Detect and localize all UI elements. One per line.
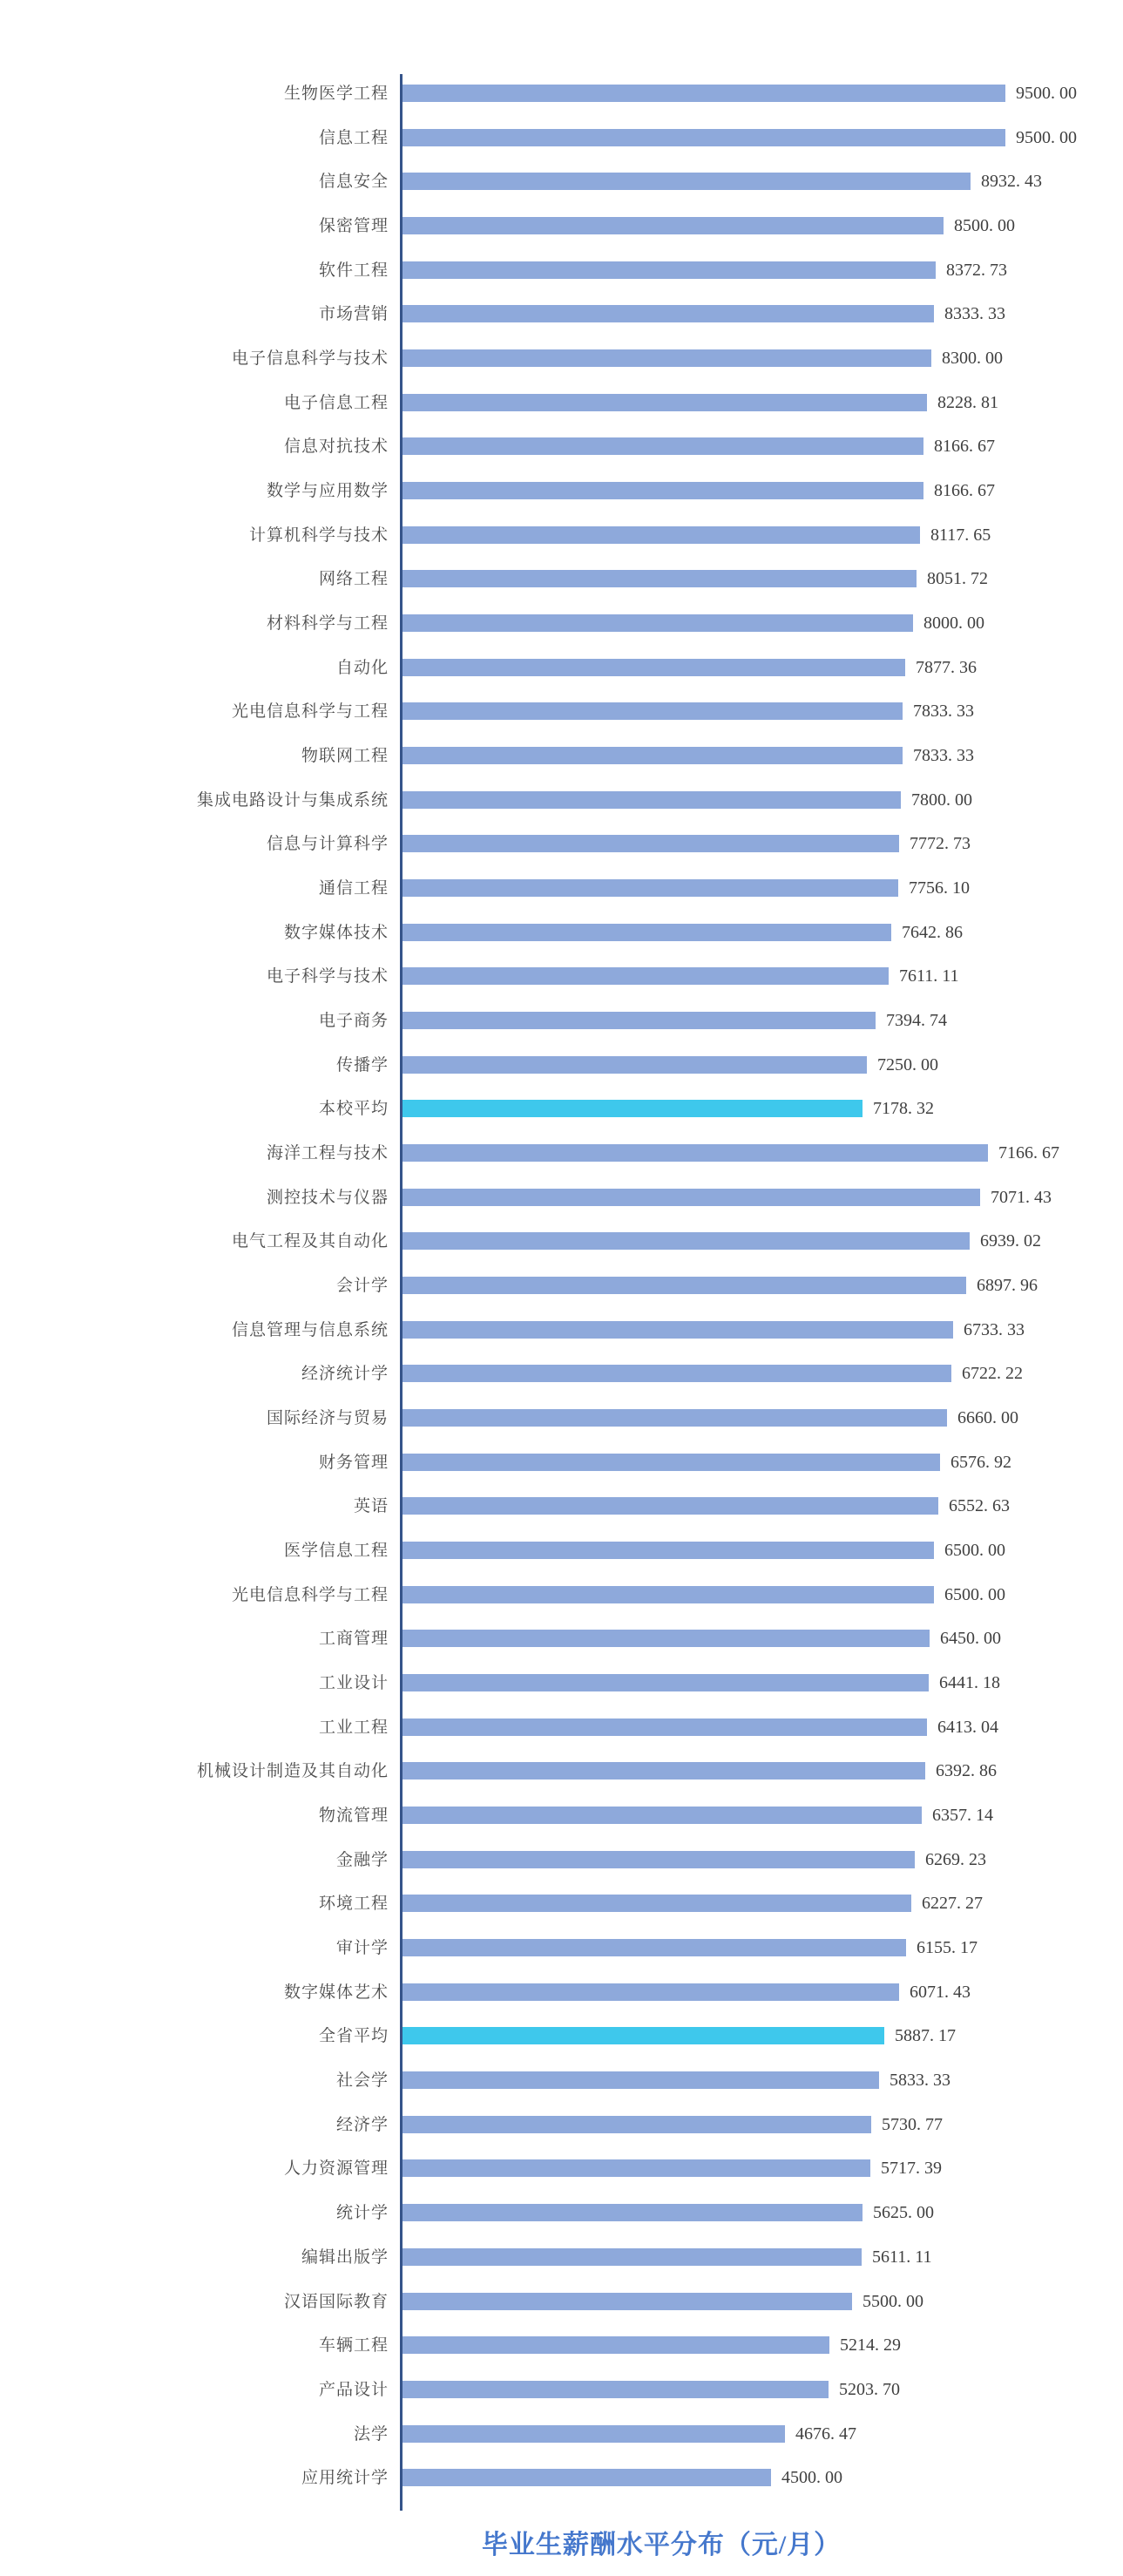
value-label: 6733. 33: [964, 1320, 1025, 1339]
category-label: 信息工程: [318, 129, 389, 147]
bar-row: [0, 924, 1123, 942]
bar-row: [0, 2336, 1123, 2355]
value-label: 6227. 27: [922, 1894, 983, 1913]
value-label: 6269. 23: [925, 1850, 986, 1869]
salary-bar: [403, 1232, 970, 1250]
category-label: 产品设计: [318, 2381, 389, 2399]
value-label: 6939. 02: [980, 1231, 1041, 1251]
salary-bar: [403, 2425, 785, 2443]
value-label: 7611. 11: [899, 966, 959, 986]
bar-row: [0, 2204, 1123, 2222]
bar-row: [0, 1056, 1123, 1074]
salary-bar: [403, 1321, 953, 1339]
salary-bar: [403, 1718, 927, 1736]
salary-bar: [403, 482, 923, 499]
bar-row: [0, 879, 1123, 898]
chart-title: 毕业生薪酬水平分布（元/月）: [481, 2531, 842, 2559]
salary-bar: [403, 1144, 988, 1162]
value-label: 6450. 00: [940, 1629, 1001, 1648]
salary-bar: [403, 2204, 863, 2221]
bar-row: [0, 1365, 1123, 1383]
salary-bar: [403, 791, 901, 809]
bar-row: [0, 1895, 1123, 1913]
salary-bar: [403, 2159, 870, 2177]
bar-row: [0, 1497, 1123, 1515]
value-label: 8228. 81: [937, 393, 998, 412]
category-label: 信息对抗技术: [283, 437, 389, 456]
salary-bar: [403, 2071, 879, 2089]
value-label: 6722. 22: [962, 1364, 1023, 1383]
category-label: 光电信息科学与工程: [231, 1586, 389, 1604]
salary-bar: [403, 2248, 862, 2266]
category-label: 计算机科学与技术: [248, 526, 389, 545]
category-label: 机械设计制造及其自动化: [196, 1762, 389, 1780]
salary-bar: [403, 1851, 915, 1868]
category-label: 工业工程: [318, 1718, 389, 1737]
category-label: 本校平均: [318, 1100, 389, 1118]
bar-row: [0, 261, 1123, 280]
salary-bar: [403, 526, 920, 544]
bar-row: [0, 791, 1123, 810]
bar-row: [0, 1630, 1123, 1648]
category-label: 信息管理与信息系统: [231, 1321, 389, 1339]
bar-row: [0, 747, 1123, 765]
salary-bar: [403, 1762, 925, 1779]
value-label: 8333. 33: [944, 304, 1005, 323]
bar-row: [0, 1542, 1123, 1560]
salary-bar: [403, 967, 889, 985]
value-label: 7250. 00: [877, 1055, 938, 1074]
bar-row: [0, 1586, 1123, 1604]
category-label: 市场营销: [318, 305, 389, 323]
bar-row: [0, 173, 1123, 191]
salary-bar: [403, 173, 971, 190]
value-label: 7800. 00: [911, 790, 972, 810]
salary-bar: [403, 1454, 940, 1471]
bar-row: [0, 967, 1123, 986]
salary-bar: [403, 305, 934, 322]
category-label: 汉语国际教育: [283, 2293, 389, 2311]
bar-row: [0, 349, 1123, 368]
bar-row: [0, 1144, 1123, 1163]
value-label: 5833. 33: [890, 2071, 950, 2090]
category-label: 编辑出版学: [301, 2248, 389, 2267]
value-label: 7833. 33: [913, 746, 974, 765]
category-label: 保密管理: [318, 217, 389, 235]
category-label: 工业设计: [318, 1674, 389, 1692]
salary-bar: [403, 1056, 867, 1074]
value-label: 8932. 43: [981, 172, 1042, 191]
category-label: 电子信息科学与技术: [231, 349, 389, 368]
bar-row: [0, 1277, 1123, 1295]
value-label: 5214. 29: [840, 2335, 901, 2355]
bar-row: [0, 1232, 1123, 1251]
salary-bar: [403, 1586, 934, 1603]
value-label: 9500. 00: [1016, 84, 1077, 103]
value-label: 6500. 00: [944, 1585, 1005, 1604]
category-label: 经济统计学: [301, 1365, 389, 1383]
salary-bar: [403, 2293, 852, 2310]
category-label: 海洋工程与技术: [266, 1144, 389, 1163]
value-label: 7772. 73: [910, 834, 971, 853]
value-label: 6441. 18: [939, 1673, 1000, 1692]
category-label: 集成电路设计与集成系统: [196, 791, 389, 810]
salary-bar: [403, 1983, 899, 2001]
category-label: 经济学: [335, 2116, 389, 2134]
category-label: 物流管理: [318, 1807, 389, 1825]
category-label: 数学与应用数学: [266, 482, 389, 500]
salary-bar: [403, 394, 927, 411]
value-label: 6392. 86: [936, 1761, 997, 1780]
category-label: 金融学: [335, 1851, 389, 1869]
bar-row: [0, 1762, 1123, 1780]
salary-bar: [403, 702, 903, 720]
bar-row: [0, 614, 1123, 633]
bar-row: [0, 570, 1123, 588]
salary-bar: [403, 835, 899, 852]
value-label: 8000. 00: [923, 613, 984, 633]
bar-row: [0, 482, 1123, 500]
value-label: 6071. 43: [910, 1983, 971, 2002]
value-label: 7394. 74: [886, 1011, 947, 1030]
category-label: 数字媒体艺术: [283, 1983, 389, 2002]
value-label: 5887. 17: [895, 2026, 956, 2045]
highlighted-salary-bar: [403, 1100, 863, 1117]
category-label: 材料科学与工程: [266, 614, 389, 633]
bar-row: [0, 1983, 1123, 2002]
category-label: 软件工程: [318, 261, 389, 280]
value-label: 8500. 00: [954, 216, 1015, 235]
salary-bar: [403, 1895, 911, 1912]
category-label: 电子信息工程: [283, 394, 389, 412]
value-label: 6552. 63: [949, 1496, 1010, 1515]
salary-bar: [403, 2469, 771, 2486]
value-label: 5625. 00: [873, 2203, 934, 2222]
salary-bar: [403, 2381, 829, 2398]
salary-bar: [403, 1189, 980, 1206]
highlighted-salary-bar: [403, 2027, 884, 2044]
value-label: 8051. 72: [927, 569, 988, 588]
value-label: 8372. 73: [946, 261, 1007, 280]
bar-row: [0, 305, 1123, 323]
bar-row: [0, 437, 1123, 456]
salary-bar: [403, 261, 936, 279]
salary-bar: [403, 1365, 951, 1382]
category-label: 人力资源管理: [283, 2159, 389, 2178]
value-label: 6155. 17: [917, 1938, 978, 1957]
value-label: 6357. 14: [932, 1806, 993, 1825]
bar-row: [0, 2027, 1123, 2045]
bar-row: [0, 1012, 1123, 1030]
value-label: 7756. 10: [909, 878, 970, 898]
category-label: 自动化: [335, 659, 389, 677]
category-label: 物联网工程: [301, 747, 389, 765]
salary-bar: [403, 879, 898, 897]
value-label: 8300. 00: [942, 349, 1003, 368]
salary-bar: [403, 129, 1005, 146]
salary-bar: [403, 659, 905, 676]
category-label: 审计学: [335, 1939, 389, 1957]
category-label: 社会学: [335, 2071, 389, 2090]
salary-bar: [403, 1630, 930, 1647]
category-label: 国际经济与贸易: [266, 1409, 389, 1427]
bar-row: [0, 2071, 1123, 2090]
category-label: 传播学: [335, 1056, 389, 1074]
value-label: 4500. 00: [781, 2468, 842, 2487]
bar-row: [0, 129, 1123, 147]
bar-row: [0, 1939, 1123, 1957]
salary-bar: [403, 1277, 966, 1294]
bar-row: [0, 2248, 1123, 2267]
value-label: 6576. 92: [950, 1453, 1011, 1472]
salary-bar: [403, 570, 917, 587]
bar-row: [0, 1189, 1123, 1207]
value-label: 6660. 00: [957, 1408, 1018, 1427]
category-label: 生物医学工程: [283, 85, 389, 103]
value-label: 4676. 47: [795, 2424, 856, 2444]
bar-row: [0, 1409, 1123, 1427]
value-label: 7877. 36: [916, 658, 977, 677]
value-label: 7071. 43: [991, 1188, 1052, 1207]
category-label: 光电信息科学与工程: [231, 702, 389, 721]
bar-row: [0, 702, 1123, 721]
category-label: 法学: [353, 2425, 389, 2444]
category-label: 工商管理: [318, 1630, 389, 1648]
value-label: 9500. 00: [1016, 128, 1077, 147]
bar-row: [0, 2116, 1123, 2134]
value-label: 6897. 96: [977, 1276, 1038, 1295]
category-label: 电子科学与技术: [266, 967, 389, 986]
salary-bar: [403, 217, 944, 234]
category-label: 会计学: [335, 1277, 389, 1295]
salary-bar: [403, 1674, 929, 1691]
salary-bar: [403, 747, 903, 764]
value-label: 5203. 70: [839, 2380, 900, 2399]
category-label: 电气工程及其自动化: [231, 1232, 389, 1251]
bar-row: [0, 2425, 1123, 2444]
category-label: 统计学: [335, 2204, 389, 2222]
salary-bar: [403, 1542, 934, 1559]
bar-row: [0, 2293, 1123, 2311]
category-label: 电子商务: [318, 1012, 389, 1030]
category-label: 车辆工程: [318, 2336, 389, 2355]
value-label: 8117. 65: [930, 525, 991, 545]
salary-bar: [403, 1807, 922, 1824]
salary-bar: [403, 2336, 829, 2354]
bar-row: [0, 2159, 1123, 2178]
bar-row: [0, 659, 1123, 677]
category-label: 全省平均: [318, 2027, 389, 2045]
category-label: 信息与计算科学: [266, 835, 389, 853]
value-label: 8166. 67: [934, 481, 995, 500]
category-label: 英语: [353, 1497, 389, 1515]
category-label: 应用统计学: [301, 2469, 389, 2487]
bar-row: [0, 2469, 1123, 2487]
bar-row: [0, 835, 1123, 853]
salary-bar: [403, 437, 923, 455]
value-label: 6413. 04: [937, 1718, 998, 1737]
bar-row: [0, 394, 1123, 412]
bar-row: [0, 1454, 1123, 1472]
value-label: 5730. 77: [882, 2115, 943, 2134]
salary-bar: [403, 614, 913, 632]
salary-bar: [403, 85, 1005, 102]
salary-bar: [403, 349, 931, 367]
bar-row: [0, 526, 1123, 545]
value-label: 7833. 33: [913, 702, 974, 721]
category-label: 信息安全: [318, 173, 389, 191]
bar-row: [0, 85, 1123, 103]
bar-row: [0, 1100, 1123, 1118]
value-label: 7166. 67: [998, 1143, 1059, 1163]
bar-row: [0, 217, 1123, 235]
salary-bar: [403, 1939, 906, 1956]
category-label: 网络工程: [318, 570, 389, 588]
bar-row: [0, 2381, 1123, 2399]
category-label: 医学信息工程: [283, 1542, 389, 1560]
bar-row: [0, 1807, 1123, 1825]
value-label: 5611. 11: [872, 2247, 932, 2267]
value-label: 7642. 86: [902, 923, 963, 942]
salary-bar: [403, 2116, 871, 2133]
value-label: 8166. 67: [934, 437, 995, 456]
bar-row: [0, 1321, 1123, 1339]
salary-bar: [403, 1012, 876, 1029]
value-label: 6500. 00: [944, 1541, 1005, 1560]
category-label: 环境工程: [318, 1895, 389, 1913]
bar-row: [0, 1718, 1123, 1737]
category-label: 数字媒体技术: [283, 924, 389, 942]
value-label: 5717. 39: [881, 2159, 942, 2178]
value-label: 7178. 32: [873, 1099, 934, 1118]
category-label: 通信工程: [318, 879, 389, 898]
salary-bar: [403, 924, 891, 941]
value-label: 5500. 00: [863, 2292, 923, 2311]
salary-bar: [403, 1497, 938, 1515]
salary-bar: [403, 1409, 947, 1427]
category-label: 财务管理: [318, 1454, 389, 1472]
category-label: 测控技术与仪器: [266, 1189, 389, 1207]
bar-row: [0, 1674, 1123, 1692]
bar-row: [0, 1851, 1123, 1869]
